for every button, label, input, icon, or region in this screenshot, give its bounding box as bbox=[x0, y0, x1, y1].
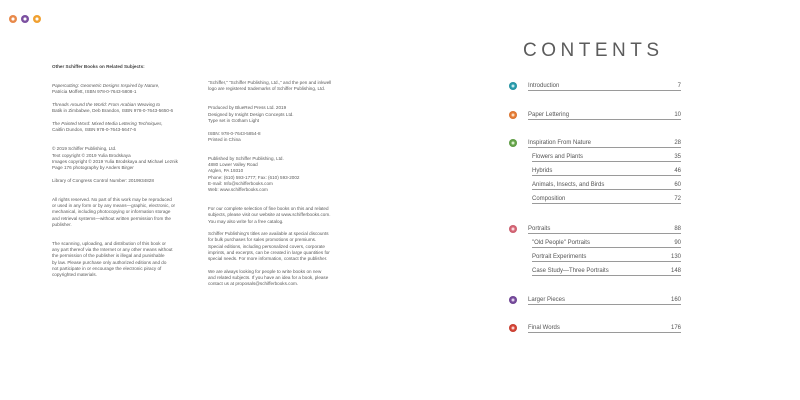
rights-line: and retrieval systems—without written permission from the bbox=[52, 215, 171, 221]
purple-dot-icon bbox=[21, 15, 29, 23]
trademark-line: logo are registered trademarks of Schiffer Publishing, Ltd. bbox=[208, 86, 326, 92]
toc-subentry[interactable] bbox=[532, 239, 681, 249]
toc-page: 148 bbox=[670, 268, 681, 274]
discounts-line: Schiffer Publishing's titles are available at special discounts bbox=[208, 231, 329, 237]
toc-page: 176 bbox=[670, 325, 681, 331]
toc-label: Case Study—Three Portraits bbox=[532, 268, 609, 274]
toc-leader-line bbox=[528, 332, 681, 333]
copyright-line: © 2019 Schiffer Publishing, Ltd. bbox=[52, 146, 117, 152]
pink-quilled-dot-icon bbox=[509, 225, 517, 233]
copyright-middle-column bbox=[208, 80, 358, 287]
trademark-line: "Schiffer," "Schiffer Publishing, Ltd.," and the pen and inkwell bbox=[208, 80, 332, 85]
scanning-line: The scanning, uploading, and distribution of this book or bbox=[52, 240, 166, 246]
toc-label: Introduction bbox=[528, 83, 560, 89]
discounts-line: special needs. For more information, contact the publisher. bbox=[208, 256, 328, 262]
production-line: Designed by Insight Design Concepts Ltd. bbox=[208, 111, 294, 117]
isbn-line: Printed in China bbox=[208, 136, 241, 142]
toc-subentry[interactable] bbox=[532, 181, 681, 191]
toc-label: "Old People" Portraits bbox=[532, 240, 590, 246]
toc-label: Animals, Insects, and Birds bbox=[532, 182, 605, 188]
toc-page: 28 bbox=[674, 140, 681, 146]
production-line: Type set in Gotham Light bbox=[208, 117, 260, 123]
authors-line: We are always looking for people to write books on new bbox=[208, 268, 322, 274]
scanning-line: any part thereof via the Internet or any other means without bbox=[52, 247, 173, 253]
toc-page: 90 bbox=[674, 240, 681, 246]
authors-line: and related subjects. If you have an idea for a book, please bbox=[208, 274, 329, 280]
related-book: The Painted Word: Mixed Media Lettering Techniques, bbox=[52, 121, 163, 127]
authors-line: contact us at proposals@schifferbooks.com. bbox=[208, 281, 299, 287]
toc-label: Final Words bbox=[528, 325, 560, 331]
isbn-line: ISBN: 978-0-7643-5854-8 bbox=[208, 130, 261, 136]
toc-label: Paper Lettering bbox=[528, 112, 570, 118]
toc-page: 160 bbox=[670, 297, 681, 303]
toc-entry[interactable] bbox=[528, 296, 681, 306]
toc-subentry[interactable] bbox=[532, 167, 681, 177]
toc-leader-line bbox=[532, 261, 681, 262]
publisher-line: Published by Schiffer Publishing, Ltd. bbox=[208, 155, 284, 161]
orange-dot-icon bbox=[9, 15, 17, 23]
toc-label: Larger Pieces bbox=[528, 297, 566, 303]
related-book-details: Patricia Moffett, ISBN 978-0-7643-5808-1 bbox=[52, 89, 137, 95]
related-book: Threads Around the World: From Arabian Weaving to bbox=[52, 102, 161, 108]
toc-leader-line bbox=[532, 161, 681, 162]
selection-line: subjects, please visit our website at www.schifferbooks.com. bbox=[208, 212, 331, 218]
decorative-dots bbox=[9, 15, 41, 23]
toc-entry[interactable] bbox=[528, 139, 681, 149]
discounts-line: for bulk purchases for sales promotions or premiums. bbox=[208, 237, 317, 243]
toc-subentry[interactable] bbox=[532, 195, 681, 205]
teal-quilled-dot-icon bbox=[509, 82, 517, 90]
copyright-line: Text copyright © 2019 Yulia Brodskaya bbox=[52, 152, 131, 158]
toc-leader-line bbox=[532, 275, 681, 276]
toc-page: 88 bbox=[674, 226, 681, 232]
scanning-line: the permission of the publisher is illegal and punishable bbox=[52, 253, 165, 259]
scanning-line: copyrighted materials. bbox=[52, 271, 97, 277]
scanning-line: not participate in or encourage the electronic piracy of bbox=[52, 265, 162, 271]
toc-page: 72 bbox=[674, 196, 681, 202]
toc-entry[interactable] bbox=[528, 324, 681, 334]
rights-line: or used in any form or by any means—graphic, electronic, or bbox=[52, 203, 176, 209]
contents-title: CONTENTS bbox=[523, 40, 664, 61]
selection-line: For our complete selection of fine books on this and related bbox=[208, 206, 329, 212]
toc-leader-line bbox=[532, 175, 681, 176]
toc-entry[interactable] bbox=[528, 225, 681, 235]
copyright-line: Images copyright © 2019 Yulia Brodskaya and Michael Leznik bbox=[52, 158, 178, 164]
toc-label: Composition bbox=[532, 196, 566, 202]
red-quilled-dot-icon bbox=[509, 324, 517, 332]
toc-label: Hybrids bbox=[532, 168, 553, 174]
toc-page: 35 bbox=[674, 154, 681, 160]
toc-leader-line bbox=[532, 247, 681, 248]
toc-entry[interactable] bbox=[528, 82, 681, 92]
copyright-left-column bbox=[52, 64, 202, 278]
toc-subentry[interactable] bbox=[532, 253, 681, 263]
related-books-heading: Other Schiffer Books on Related Subjects: bbox=[52, 64, 145, 69]
toc-leader-line bbox=[532, 189, 681, 190]
toc-leader-line bbox=[528, 147, 681, 148]
toc-leader-line bbox=[528, 90, 681, 91]
rights-line: All rights reserved. No part of this work may be reproduced bbox=[52, 196, 172, 202]
publisher-line: Atglen, PA 19310 bbox=[208, 168, 244, 174]
discounts-line: imprints, and excerpts, can be created in large quantities for bbox=[208, 249, 330, 255]
rights-line: mechanical, including photocopying or information storage bbox=[52, 209, 171, 215]
toc-leader-line bbox=[528, 119, 681, 120]
toc-label: Portrait Experiments bbox=[532, 254, 587, 260]
toc-label: Flowers and Plants bbox=[532, 154, 584, 160]
toc-entry[interactable] bbox=[528, 111, 681, 121]
rights-line: publisher. bbox=[52, 221, 72, 227]
production-line: Produced by BlueRed Press Ltd. 2019 bbox=[208, 105, 287, 111]
copyright-line: Page 176 photography by Anders Birger bbox=[52, 165, 134, 171]
discounts-line: Special editions, including personalized covers, corporate bbox=[208, 243, 325, 249]
related-book-details: Batik in Zimbabwe, Deb Brandon, ISBN 978-0-7643-5650-6 bbox=[52, 108, 174, 114]
orange-quilled-dot-icon bbox=[509, 111, 517, 119]
toc-leader-line bbox=[528, 304, 681, 305]
toc-page: 10 bbox=[674, 112, 681, 118]
related-book: Papercutting: Geometric Designs Inspired by Nature, bbox=[52, 83, 160, 89]
lccn-line: Library of Congress Control Number: 2019934828 bbox=[52, 177, 154, 183]
amber-dot-icon bbox=[33, 15, 41, 23]
toc-subentry[interactable] bbox=[532, 267, 681, 277]
purple-quilled-dot-icon bbox=[509, 296, 517, 304]
toc-label: Portraits bbox=[528, 226, 551, 232]
toc-page: 7 bbox=[677, 83, 681, 89]
toc-page: 60 bbox=[674, 182, 681, 188]
publisher-line: 4880 Lower Valley Road bbox=[208, 162, 258, 168]
toc-page: 46 bbox=[674, 168, 681, 174]
toc-leader-line bbox=[532, 203, 681, 204]
publisher-line: Web: www.schifferbooks.com bbox=[208, 186, 268, 192]
selection-line: You may also write for a free catalog. bbox=[208, 218, 284, 224]
toc-page: 130 bbox=[670, 254, 681, 260]
toc-subentry[interactable] bbox=[532, 153, 681, 163]
related-book-details: Caitlin Dundon, ISBN 978-0-7643-5647-6 bbox=[52, 127, 137, 133]
scanning-line: by law. Please purchase only authorized editions and do bbox=[52, 259, 167, 265]
publisher-line: E-mail: Info@schifferbooks.com bbox=[208, 180, 273, 186]
green-quilled-dot-icon bbox=[509, 139, 517, 147]
toc-leader-line bbox=[528, 233, 681, 234]
toc-label: Inspiration From Nature bbox=[528, 140, 592, 146]
publisher-line: Phone: (610) 593-1777; Fax: (610) 593-2002 bbox=[208, 174, 300, 180]
